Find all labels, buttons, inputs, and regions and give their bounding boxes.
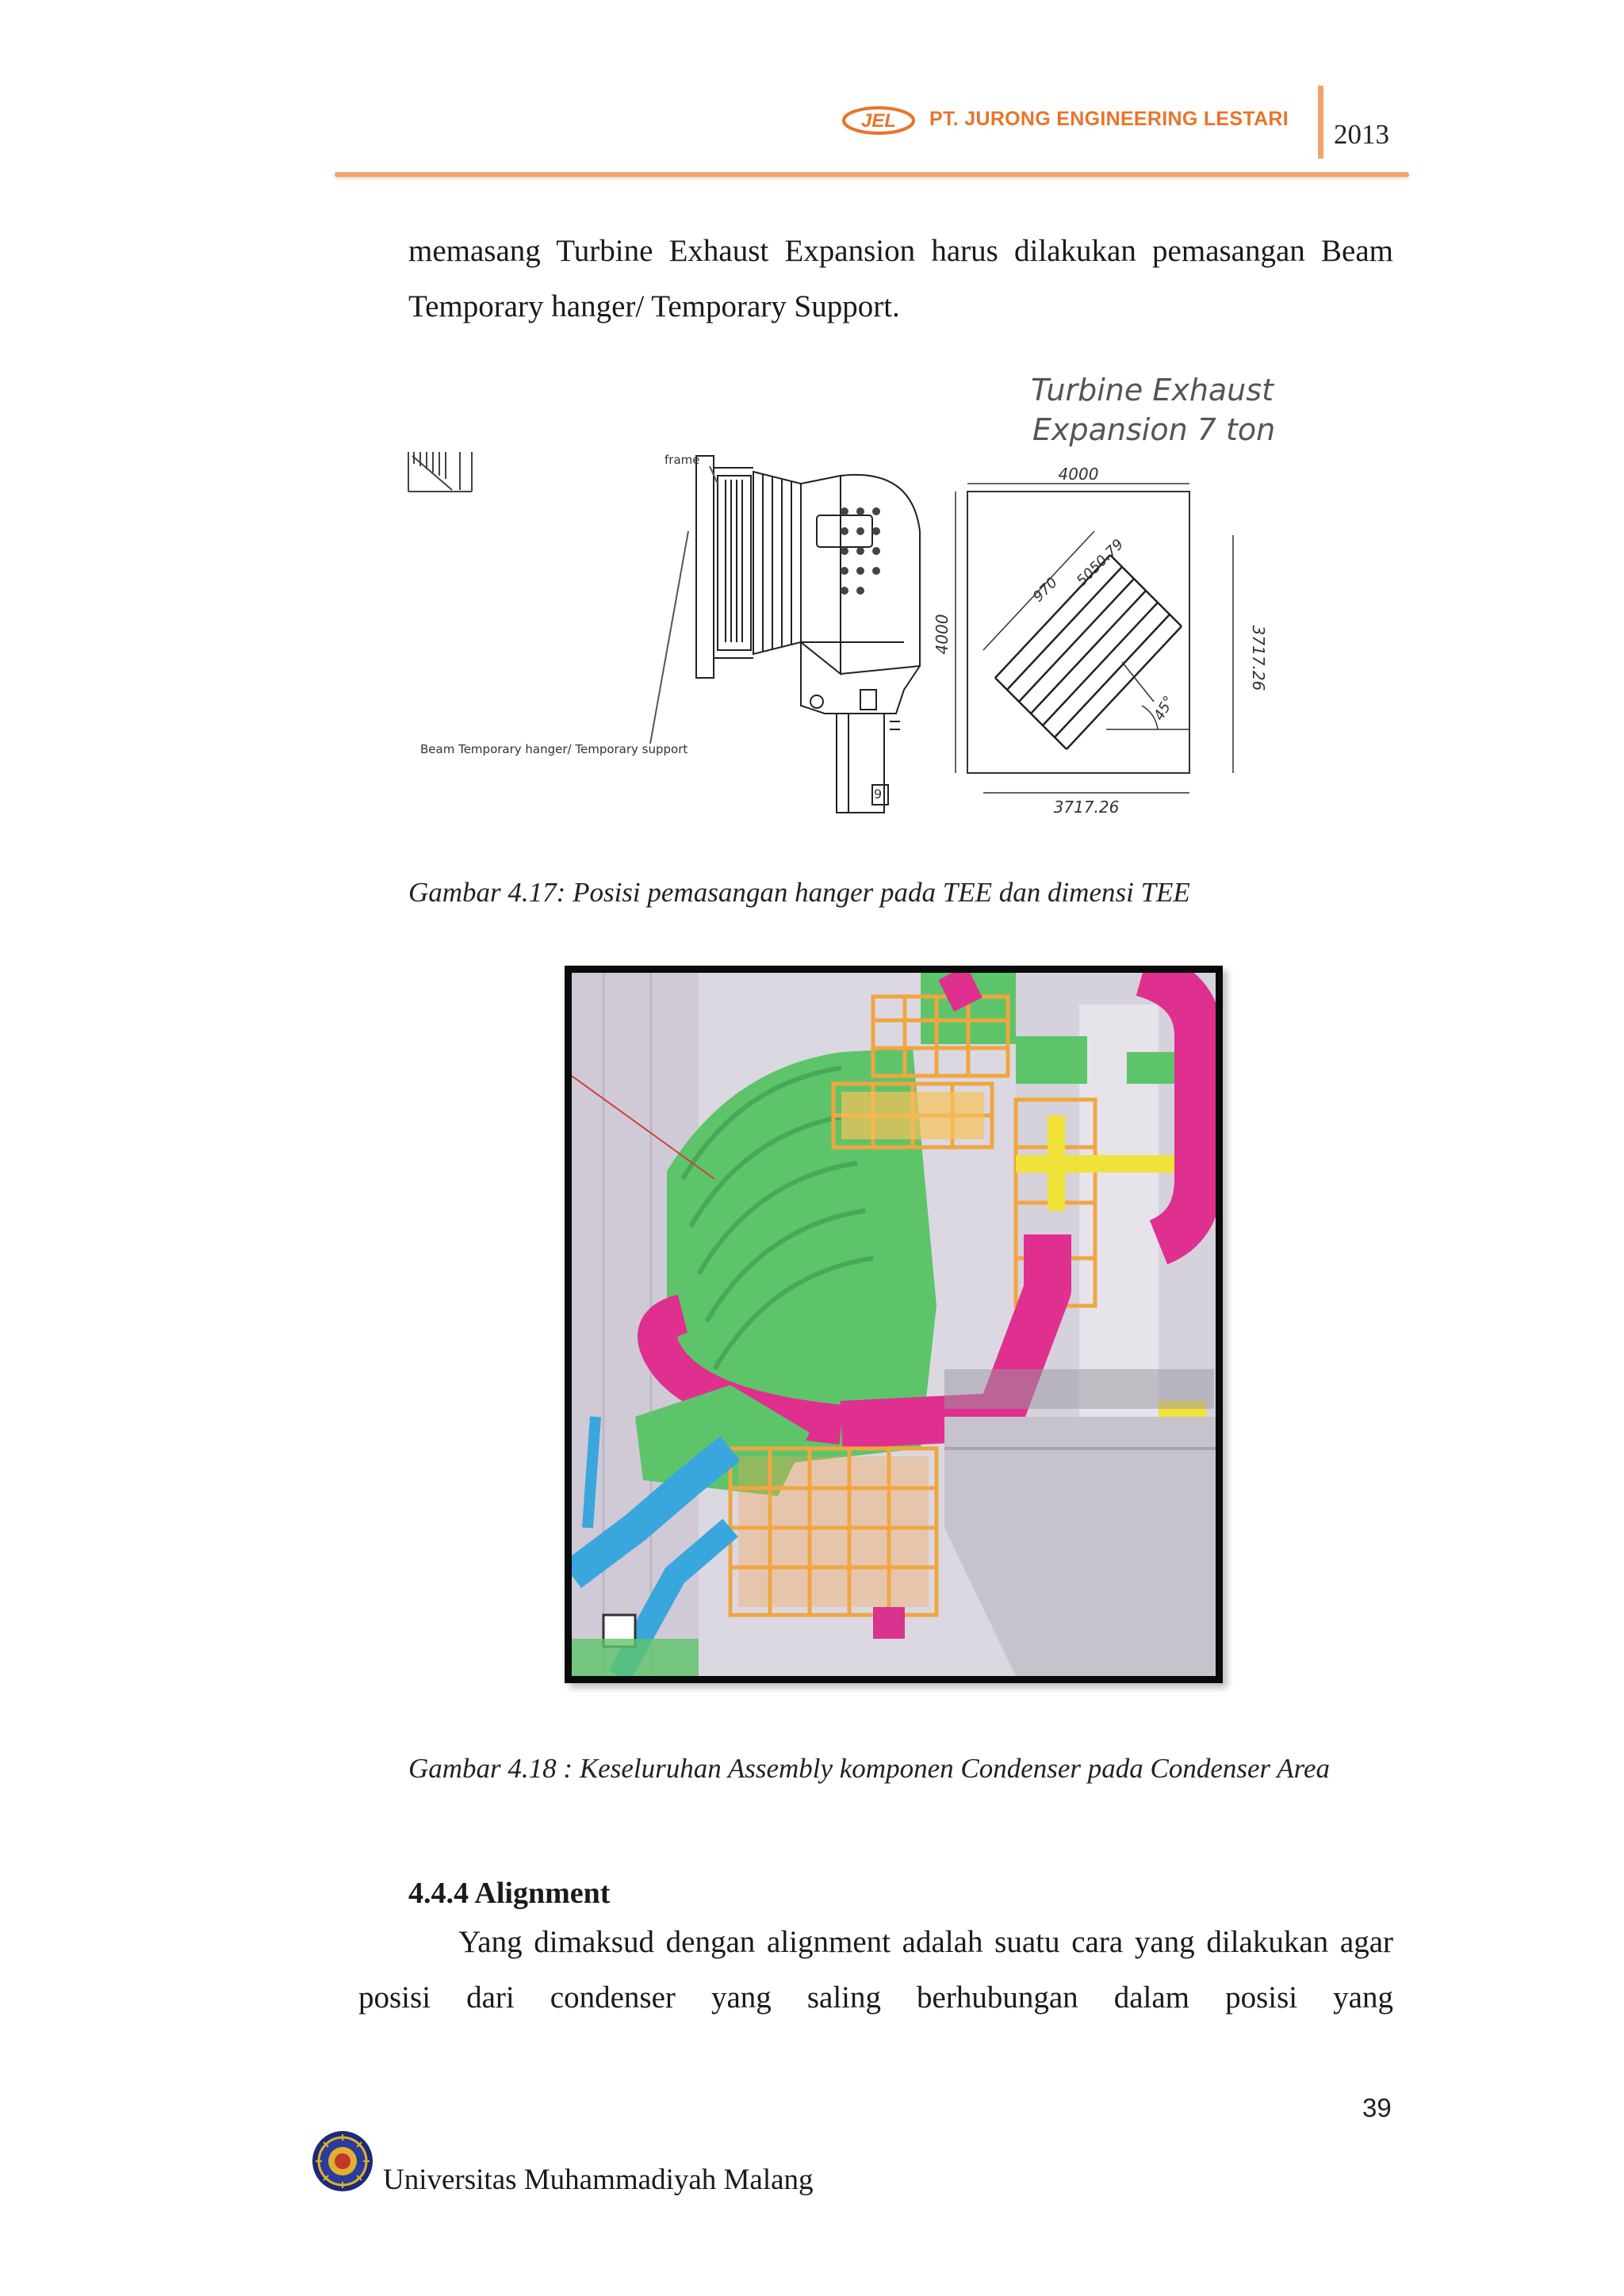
university-seal-icon xyxy=(311,2130,374,2193)
frame-structure xyxy=(696,456,753,678)
figure-caption-4-17: Gambar 4.17: Posisi pemasangan hanger pada TEE dan dimensi TEE xyxy=(408,877,1190,908)
body-paragraph-2: Yang dimaksud dengan alignment adalah suatu cara yang dilakukan agar posisi dari condenser yang saling berhubungan dalam posisi yang xyxy=(358,1925,1393,2015)
header-year: 2013 xyxy=(1334,119,1389,150)
lower-casing xyxy=(801,618,920,813)
header-rule xyxy=(335,172,1409,177)
figure-tee-drawing xyxy=(404,373,1324,848)
jel-logo xyxy=(842,105,915,136)
company-name: PT. JURONG ENGINEERING LESTARI xyxy=(929,108,1289,130)
page-number: 39 xyxy=(1362,2093,1392,2122)
svg-text:frame: frame xyxy=(665,453,700,467)
footer-university: Universitas Muhammadiyah Malang xyxy=(383,2164,814,2196)
figure-caption-4-18: Gambar 4.18 : Keseluruhan Assembly komponen Condenser pada Condenser Area xyxy=(408,1753,1331,1784)
svg-text:970: 970 xyxy=(1029,574,1061,606)
svg-text:3717.26: 3717.26 xyxy=(1249,625,1268,691)
header-divider xyxy=(1318,86,1323,159)
expansion-joint xyxy=(753,472,920,674)
svg-text:9: 9 xyxy=(874,786,883,802)
dimension-drawing xyxy=(956,484,1233,793)
svg-text:Beam Temporary hanger/ Tempora: Beam Temporary hanger/ Temporary support xyxy=(420,742,688,756)
svg-text:5050.79: 5050.79 xyxy=(1073,536,1128,590)
stair-symbol xyxy=(408,452,472,492)
figure-condenser-assembly xyxy=(565,966,1223,1683)
svg-text:Turbine Exhaust: Turbine Exhaust xyxy=(1031,373,1274,408)
svg-text:JEL: JEL xyxy=(860,110,897,132)
bolt-pattern xyxy=(841,507,880,595)
body-paragraph-1: memasang Turbine Exhaust Expansion harus dilakukan pemasangan Beam Temporary hanger/ Temporary Support. xyxy=(408,234,1393,323)
svg-text:3717.26: 3717.26 xyxy=(1053,798,1120,817)
section-heading: 4.4.4 Alignment xyxy=(408,1877,611,1910)
svg-text:4000: 4000 xyxy=(1058,465,1099,484)
svg-text:Expansion 7 ton: Expansion 7 ton xyxy=(1032,412,1276,447)
svg-text:4000: 4000 xyxy=(933,614,952,655)
svg-text:45°: 45° xyxy=(1151,693,1178,724)
